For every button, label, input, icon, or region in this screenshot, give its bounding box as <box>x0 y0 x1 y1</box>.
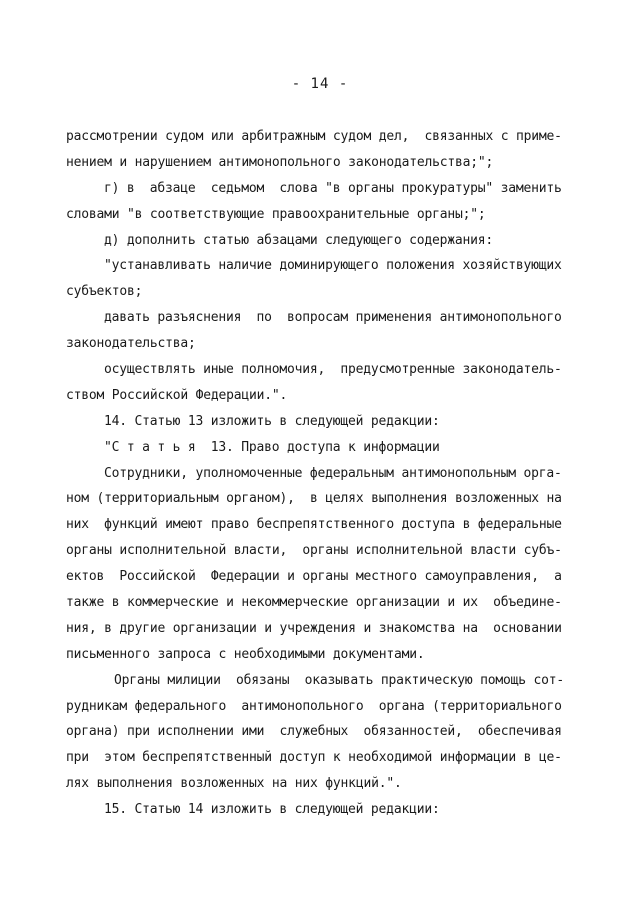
section-heading: "С т а т ь я 13. Право доступа к информации <box>104 439 440 455</box>
text-line: г) в абзаце седьмом слова "в органы прокуратуры" заменить <box>104 180 562 196</box>
text-line: органы исполнительной власти, органы исполнительной власти субъ- <box>66 543 562 559</box>
text-line: письменного запроса с необходимыми документами. <box>66 646 425 662</box>
text-line: рассмотрении судом или арбитражным судом дел, связанных с приме- <box>66 129 562 144</box>
text-line: "устанавливать наличие доминирующего положения хозяйствующих <box>104 258 562 274</box>
page-number: - 14 - <box>291 76 349 92</box>
text-line: при этом беспрепятственный доступ к необходимой информации в це- <box>66 750 562 766</box>
text-line: рудникам федерального антимонопольного органа (территориального <box>66 698 562 714</box>
text-line: нением и нарушением антимонопольного законодательства;"; <box>66 154 494 170</box>
text-line: осуществлять иные полномочия, предусмотренные законодатель- <box>104 362 562 378</box>
text-line: 14. Статью 13 изложить в следующей редакции: <box>104 413 440 429</box>
text-line: Органы милиции обязаны оказывать практическую помощь сот- <box>114 672 564 688</box>
text-line: д) дополнить статью абзацами следующего содержания: <box>104 232 493 248</box>
document-body <box>66 124 566 823</box>
text-line: 15. Статью 14 изложить в следующей редакции: <box>104 802 440 818</box>
text-line: ектов Российской Федерации и органы местного самоуправления, а <box>66 569 562 585</box>
text-line: них функций имеют право беспрепятственного доступа в федеральные <box>66 517 562 533</box>
text-line: давать разъяснения по вопросам применения антимонопольного <box>104 310 562 326</box>
text-line: также в коммерческие и некоммерческие организации и их объедине- <box>66 595 562 611</box>
text-line: словами "в соответствующие правоохранительные органы;"; <box>66 206 486 222</box>
text-line: ством Российской Федерации.". <box>66 387 288 403</box>
text-line: субъектов; <box>66 284 143 300</box>
text-line: Сотрудники, уполномоченные федеральным антимонопольным орга- <box>104 465 562 481</box>
text-line: ном (территориальным органом), в целях выполнения возложенных на <box>66 491 562 507</box>
text-line: лях выполнения возложенных на них функций.". <box>66 776 402 792</box>
text-line: ния, в другие организации и учреждения и знакомства на основании <box>66 620 562 636</box>
text-line: законодательства; <box>66 336 196 352</box>
text-line: органа) при исполнении ими служебных обязанностей, обеспечивая <box>66 724 562 740</box>
